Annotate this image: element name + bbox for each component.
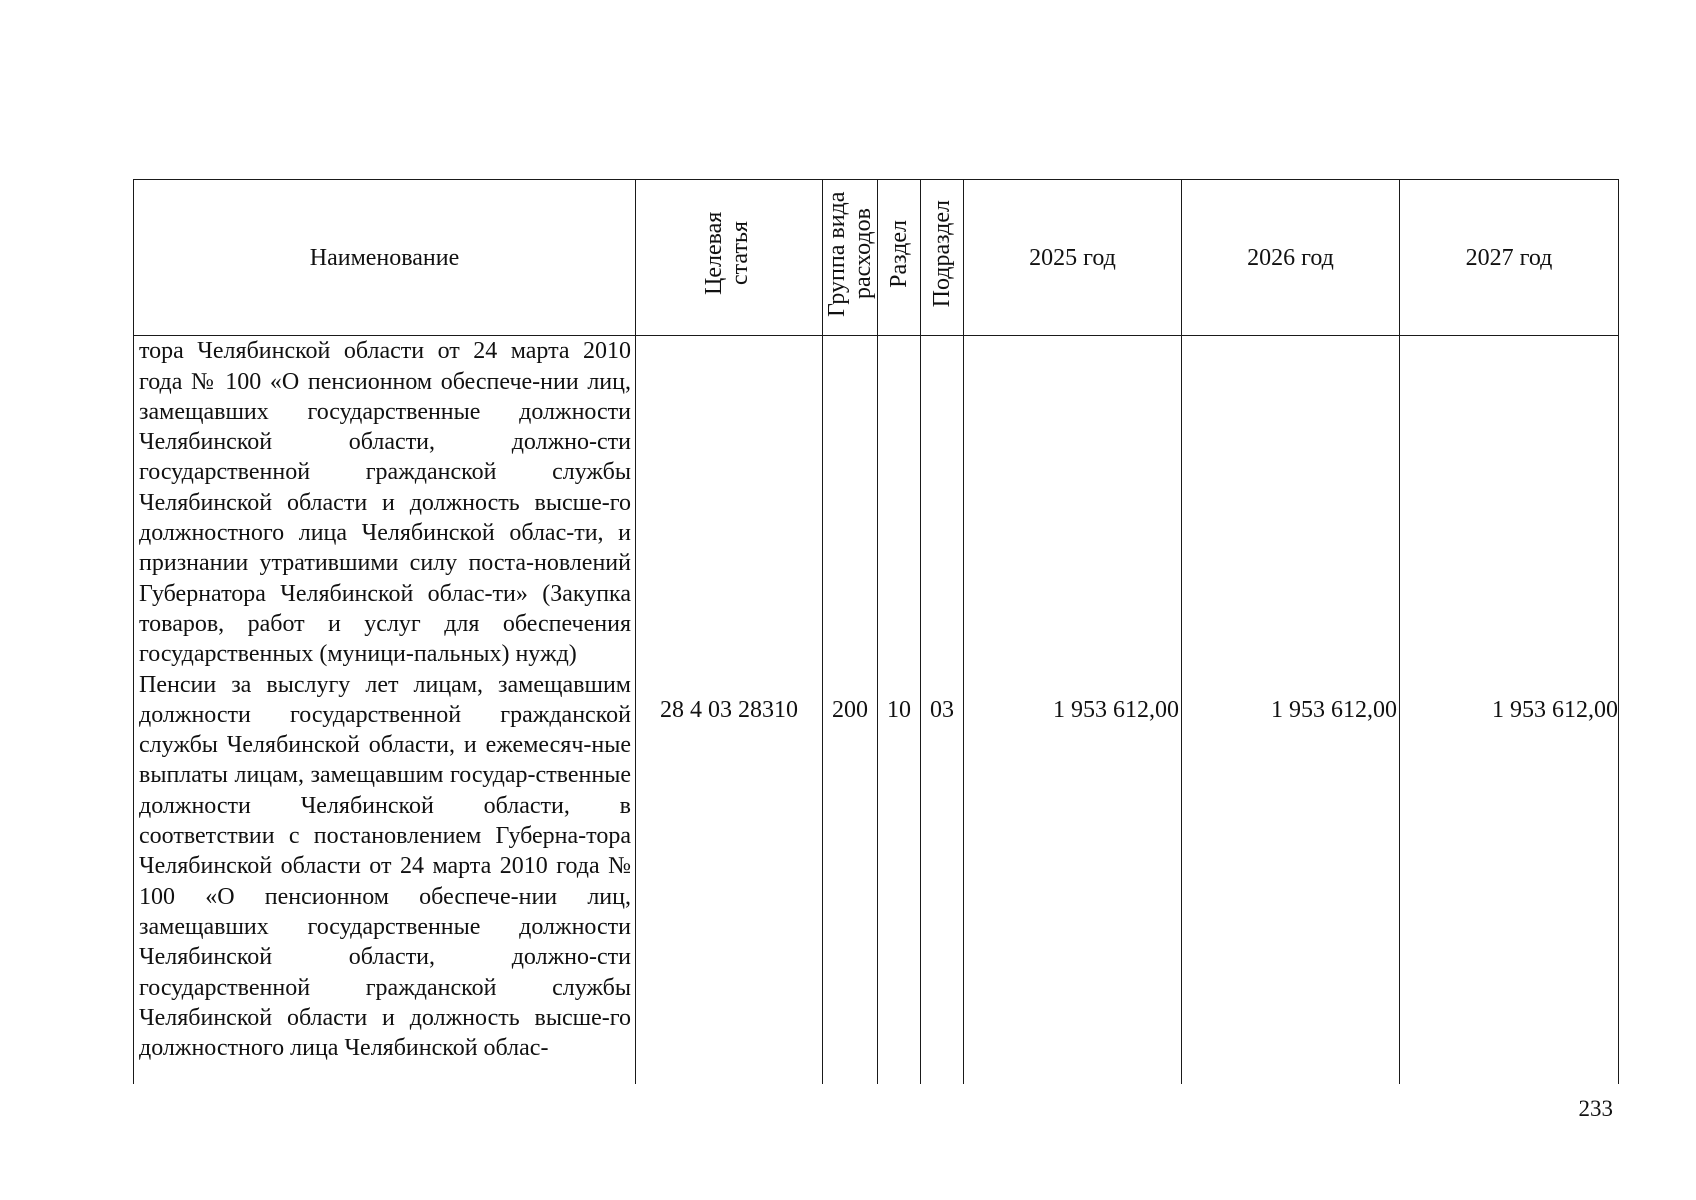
header-year-2027 [1400, 180, 1619, 336]
header-target-article [636, 180, 823, 336]
header-section-label: Раздел [886, 219, 912, 288]
header-expense-group [823, 180, 878, 336]
header-year-2025 [964, 180, 1182, 336]
row-subsection: 03 [921, 336, 964, 1085]
header-name-label: Наименование [309, 244, 460, 271]
row-year-2026: 1 953 612,00 [1182, 336, 1400, 1085]
header-section [878, 180, 921, 336]
row-expense-group: 200 [823, 336, 878, 1085]
table-row [134, 336, 1619, 1085]
header-year-2026 [1182, 180, 1400, 336]
header-year-2026-label: 2026 год [1247, 244, 1334, 271]
row-name-cell [134, 336, 636, 1085]
page-number: 233 [1578, 1096, 1613, 1121]
row-name-part2: Пенсии за выслугу лет лицам, замещавшим должности государственной гражданской службы Челябинской области, и ежемесяч-ные выплаты лицам, замещавшим государ-ственные должности Челябинской области, в соответствии с постановлением Губерна-тора Челябинской области от 24 марта 2010 года № 100 «О пенсионном обеспече-нии лиц, замещавших государственные должности Челябинской области, должно-сти государственной гражданской службы Челябинской области и должность высше-го должностного лица Челябинской облас- [139, 671, 631, 1062]
budget-table [133, 179, 1619, 1084]
header-target-article-label: Целевая статья [701, 211, 753, 296]
row-year-2027: 1 953 612,00 [1400, 336, 1619, 1085]
row-year-2025: 1 953 612,00 [964, 336, 1182, 1085]
header-subsection-label: Подраздел [929, 199, 955, 308]
header-name [134, 180, 636, 336]
row-name-part1: тора Челябинской области от 24 марта 2010 года № 100 «О пенсионном обеспече-нии лиц, замещавших государственные должности Челябинской области, должно-сти государственной гражданской службы Челябинской области и должность высше-го должностного лица Челябинской облас-ти, и признании утратившими силу поста-новлений Губернатора Челябинской облас-ти» (Закупка товаров, работ и услуг для обеспечения государственных (муници-пальных) нужд) [139, 338, 631, 668]
table-header-row [134, 180, 1619, 336]
header-year-2027-label: 2027 год [1465, 244, 1553, 271]
header-expense-group-label: Группа вида расходов [824, 190, 876, 317]
header-subsection [921, 180, 964, 336]
row-section: 10 [878, 336, 921, 1085]
header-year-2025-label: 2025 год [1029, 244, 1116, 271]
row-target-article: 28 4 03 28310 [636, 336, 823, 1085]
